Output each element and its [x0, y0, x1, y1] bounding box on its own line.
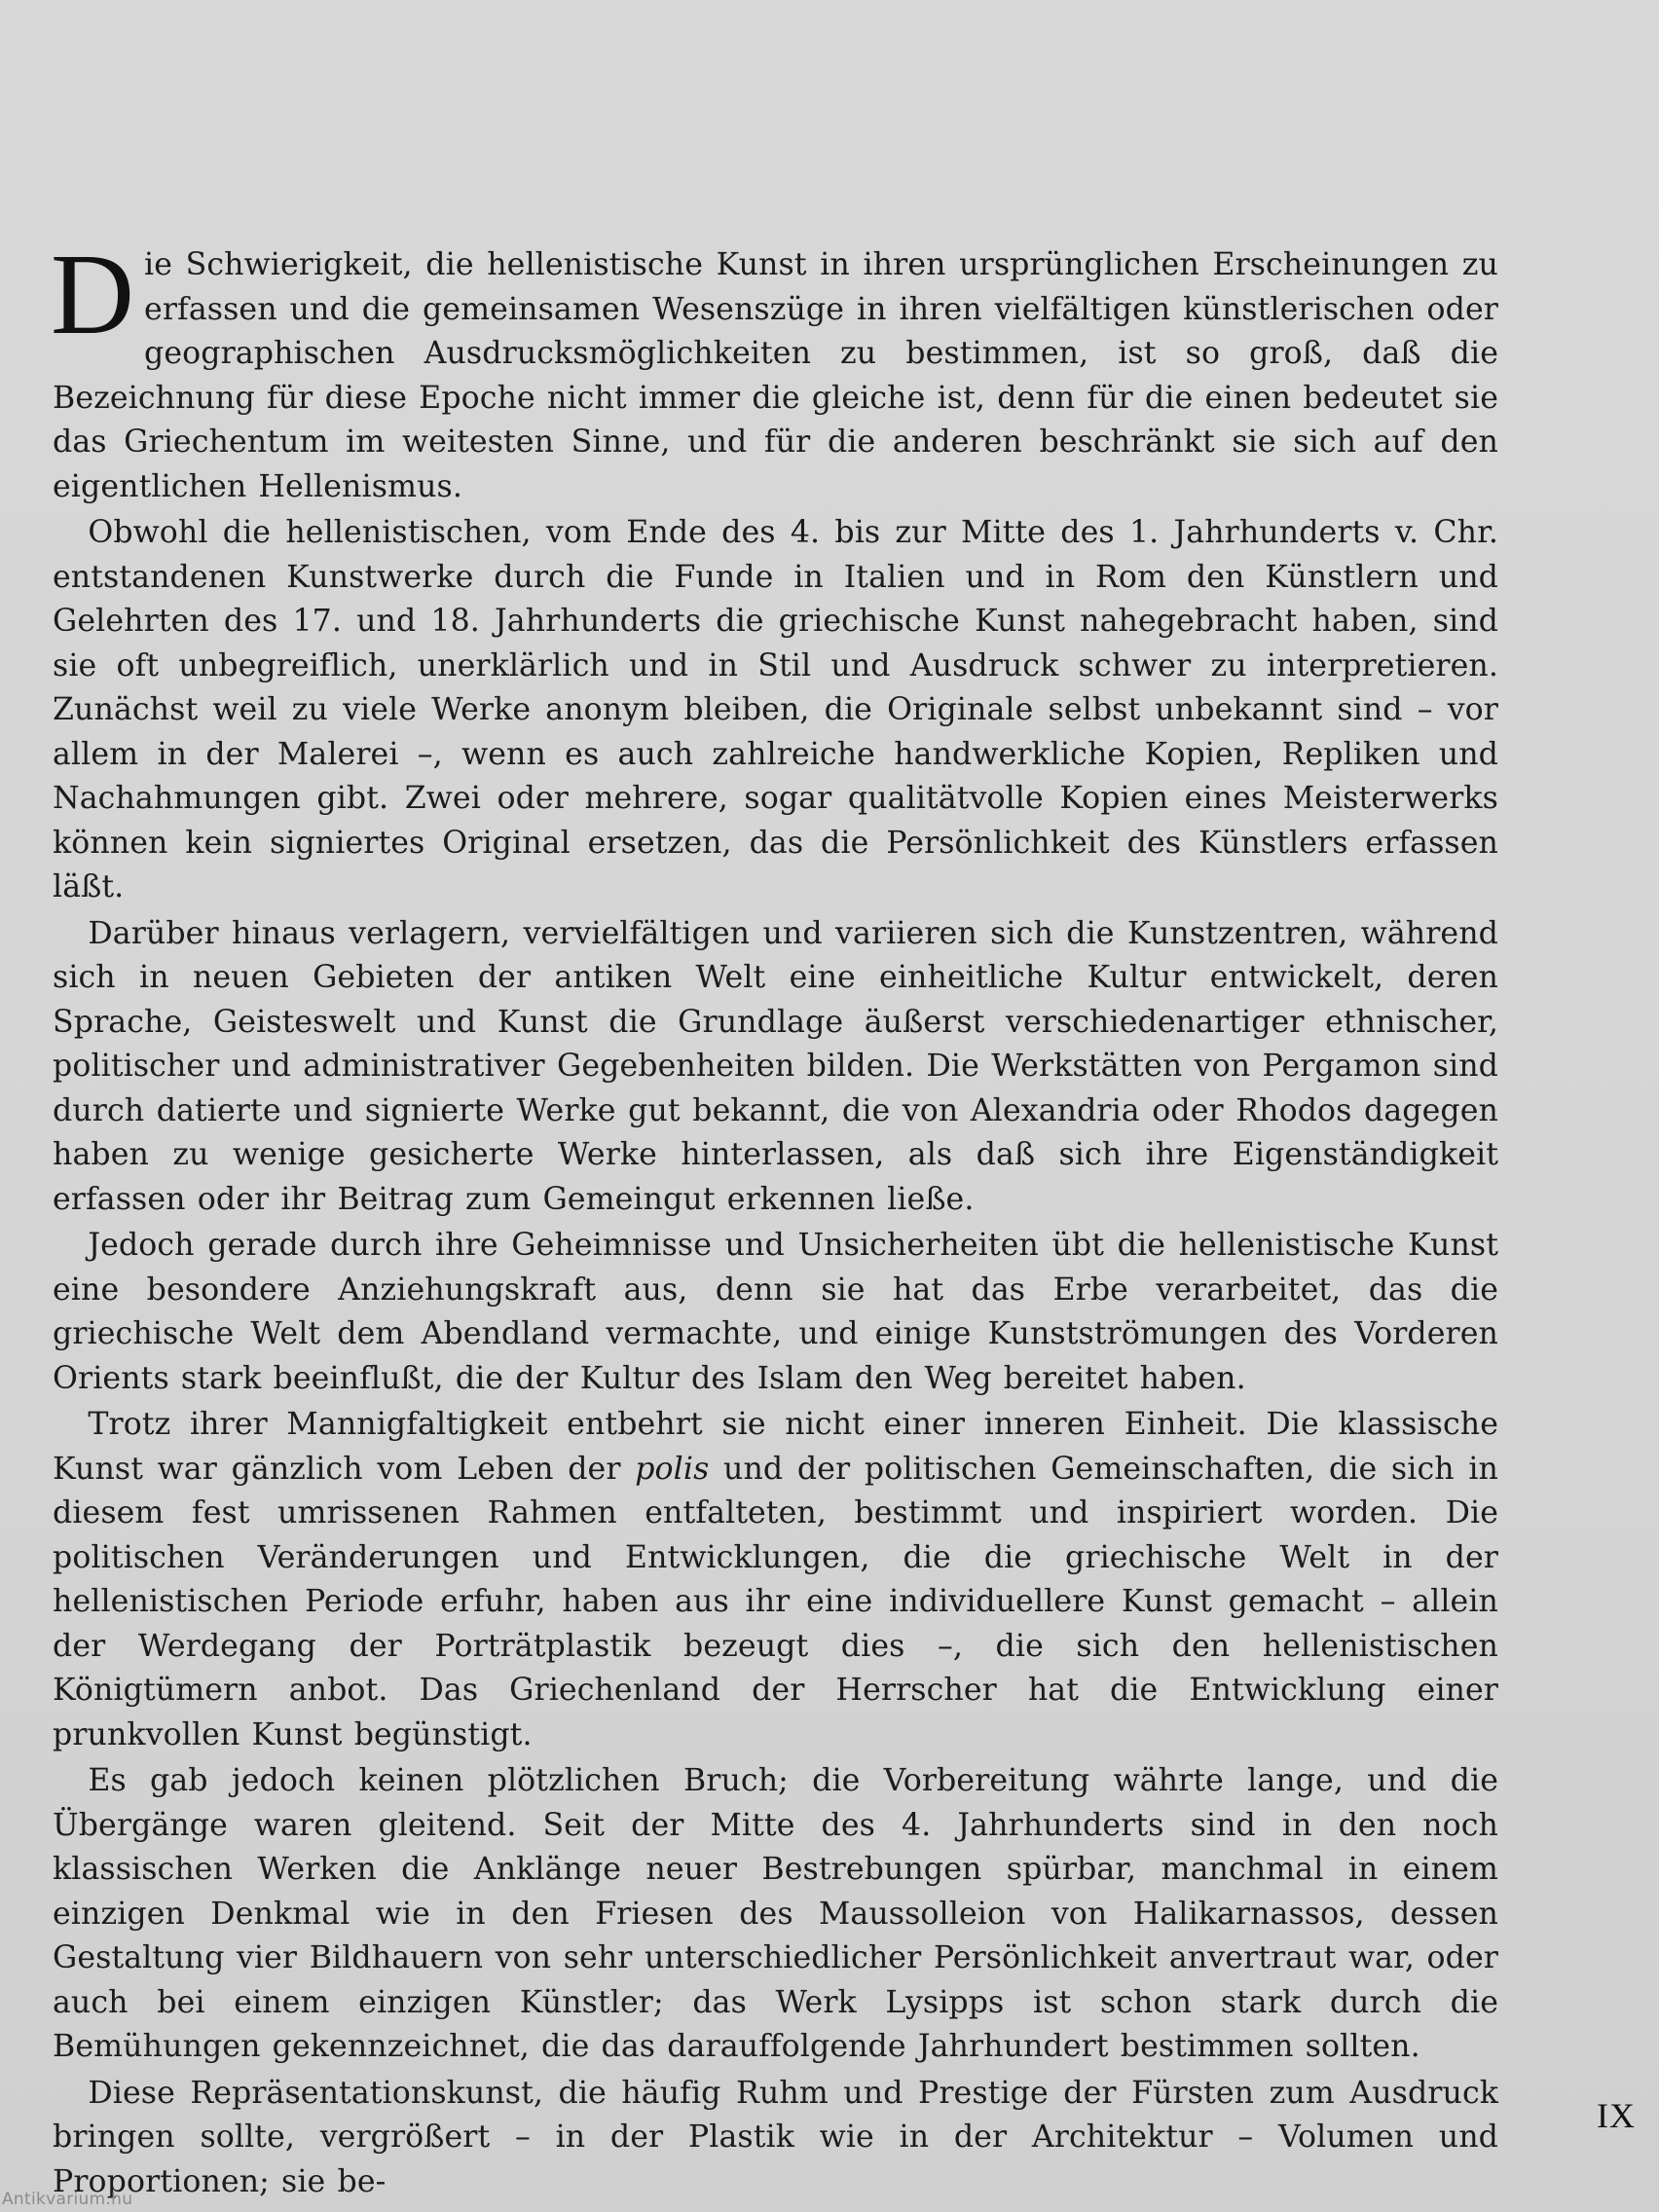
paragraph-7: Diese Repräsentationskunst, die häufig Ruhm und Prestige der Fürsten zum Ausdruck bringen sollte, vergrößert – in der Plastik wie in der Architektur – Volumen und Proportionen; sie be-	[53, 2075, 1498, 2199]
watermark-text: Antikvarium.hu	[2, 2190, 133, 2209]
paragraph-2: Obwohl die hellenistischen, vom Ende des 4. bis zur Mitte des 1. Jahrhunderts v. Chr. entstandenen Kunstwerke durch die Funde in Italien und in Rom den Künstlern und Gelehrten des 17. und 18. Jahrhunderts die griechische Kunst nahegebracht haben, sind sie oft unbegreiflich, unerklärlich und in Stil und Ausdruck schwer zu interpretieren. Zunächst weil zu viele Werke anonym bleiben, die Originale selbst unbekannt sind – vor allem in der Malerei –, wenn es auch zahlreiche handwerkliche Kopien, Repliken und Nachahmungen gibt. Zwei oder mehrere, sogar qualitätvolle Kopien eines Meisterwerks können kein signiertes Original ersetzen, das die Persönlichkeit des Künstlers erfassen läßt.	[53, 515, 1498, 904]
page-number: IX	[1597, 2096, 1636, 2135]
paragraph-1	[51, 230, 1498, 509]
paragraph-5-text-before: Trotz ihrer Mannigfaltigkeit entbehrt sie nicht einer inneren Einheit. Die klassische Kunst war gänzlich vom Leben der	[53, 1407, 1498, 1487]
paragraph-3: Darüber hinaus verlagern, vervielfältigen und variieren sich die Kunstzentren, während sich in neuen Gebieten der antiken Welt eine einheitliche Kultur entwickelt, deren Sprache, Geisteswelt und Kunst die Grundlage äußerst verschiedenartiger ethnischer, politischer und administrativer Gegebenheiten bilden. Die Werkstätten von Pergamon sind durch datierte und signierte Werke gut bekannt, die von Alexandria oder Rhodos dagegen haben zu wenige gesicherte Werke hinterlassen, als daß sich ihre Eigenständigkeit erfassen oder ihr Beitrag zum Gemeingut erkennen ließe.	[53, 915, 1498, 1217]
paragraph-6: Es gab jedoch keinen plötzlichen Bruch; die Vorbereitung währte lange, und die Übergänge waren gleitend. Seit der Mitte des 4. Jahrhunderts sind in den noch klassischen Werken die Anklänge neuer Bestrebungen spürbar, manchmal in einem einzigen Denkmal wie in den Friesen des Maussolleion von Halikarnassos, dessen Gestaltung vier Bildhauern von sehr unterschiedlicher Persönlichkeit anvertraut war, oder auch bei einem einzigen Künstler; das Werk Lysipps ist schon stark durch die Bemühungen gekennzeichnet, die das darauffolgende Jahrhundert bestimmen sollten.	[53, 1763, 1498, 2064]
paragraph-4: Jedoch gerade durch ihre Geheimnisse und Unsicherheiten übt die hellenistische Kunst eine besondere Anziehungskraft aus, denn sie hat das Erbe verarbeitet, das die griechische Welt dem Abendland vermachte, und einige Kunstströmungen des Vorderen Orients stark beeinflußt, die der Kultur des Islam den Weg bereitet haben.	[53, 1228, 1498, 1396]
body-text	[51, 230, 1498, 2204]
paragraph-5-text-after: und der politischen Gemeinschaften, die sich in diesem fest umrissenen Rahmen entfalteten, bestimmt und inspiriert worden. Die politischen Veränderungen und Entwicklungen, die die griechische Welt in der hellenistischen Periode erfuhr, haben aus ihr eine individuellere Kunst gemacht – allein der Werdegang der Porträtplastik bezeugt dies –, die sich den hellenistischen Königtümern anbot. Das Griechenland der Herrscher hat die Entwicklung einer prunkvollen Kunst begünstigt.	[53, 1451, 1498, 1752]
drop-cap: D	[51, 230, 135, 358]
paragraph-5-italic-term: polis	[635, 1451, 710, 1487]
paragraph-5	[53, 1403, 1498, 1757]
paragraph-1-text: ie Schwierigkeit, die hellenistische Kunst in ihren ursprünglichen Erscheinungen zu erfassen und die gemeinsamen Wesenszüge in ihren vielfältigen künstlerischen oder geographischen Ausdrucksmöglichkeiten zu bestimmen, ist so groß, daß die Bezeichnung für diese Epoche nicht immer die gleiche ist, denn für die einen bedeutet sie das Griechentum im weitesten Sinne, und für die anderen beschränkt sie sich auf den eigentlichen Hellenismus.	[53, 247, 1498, 504]
